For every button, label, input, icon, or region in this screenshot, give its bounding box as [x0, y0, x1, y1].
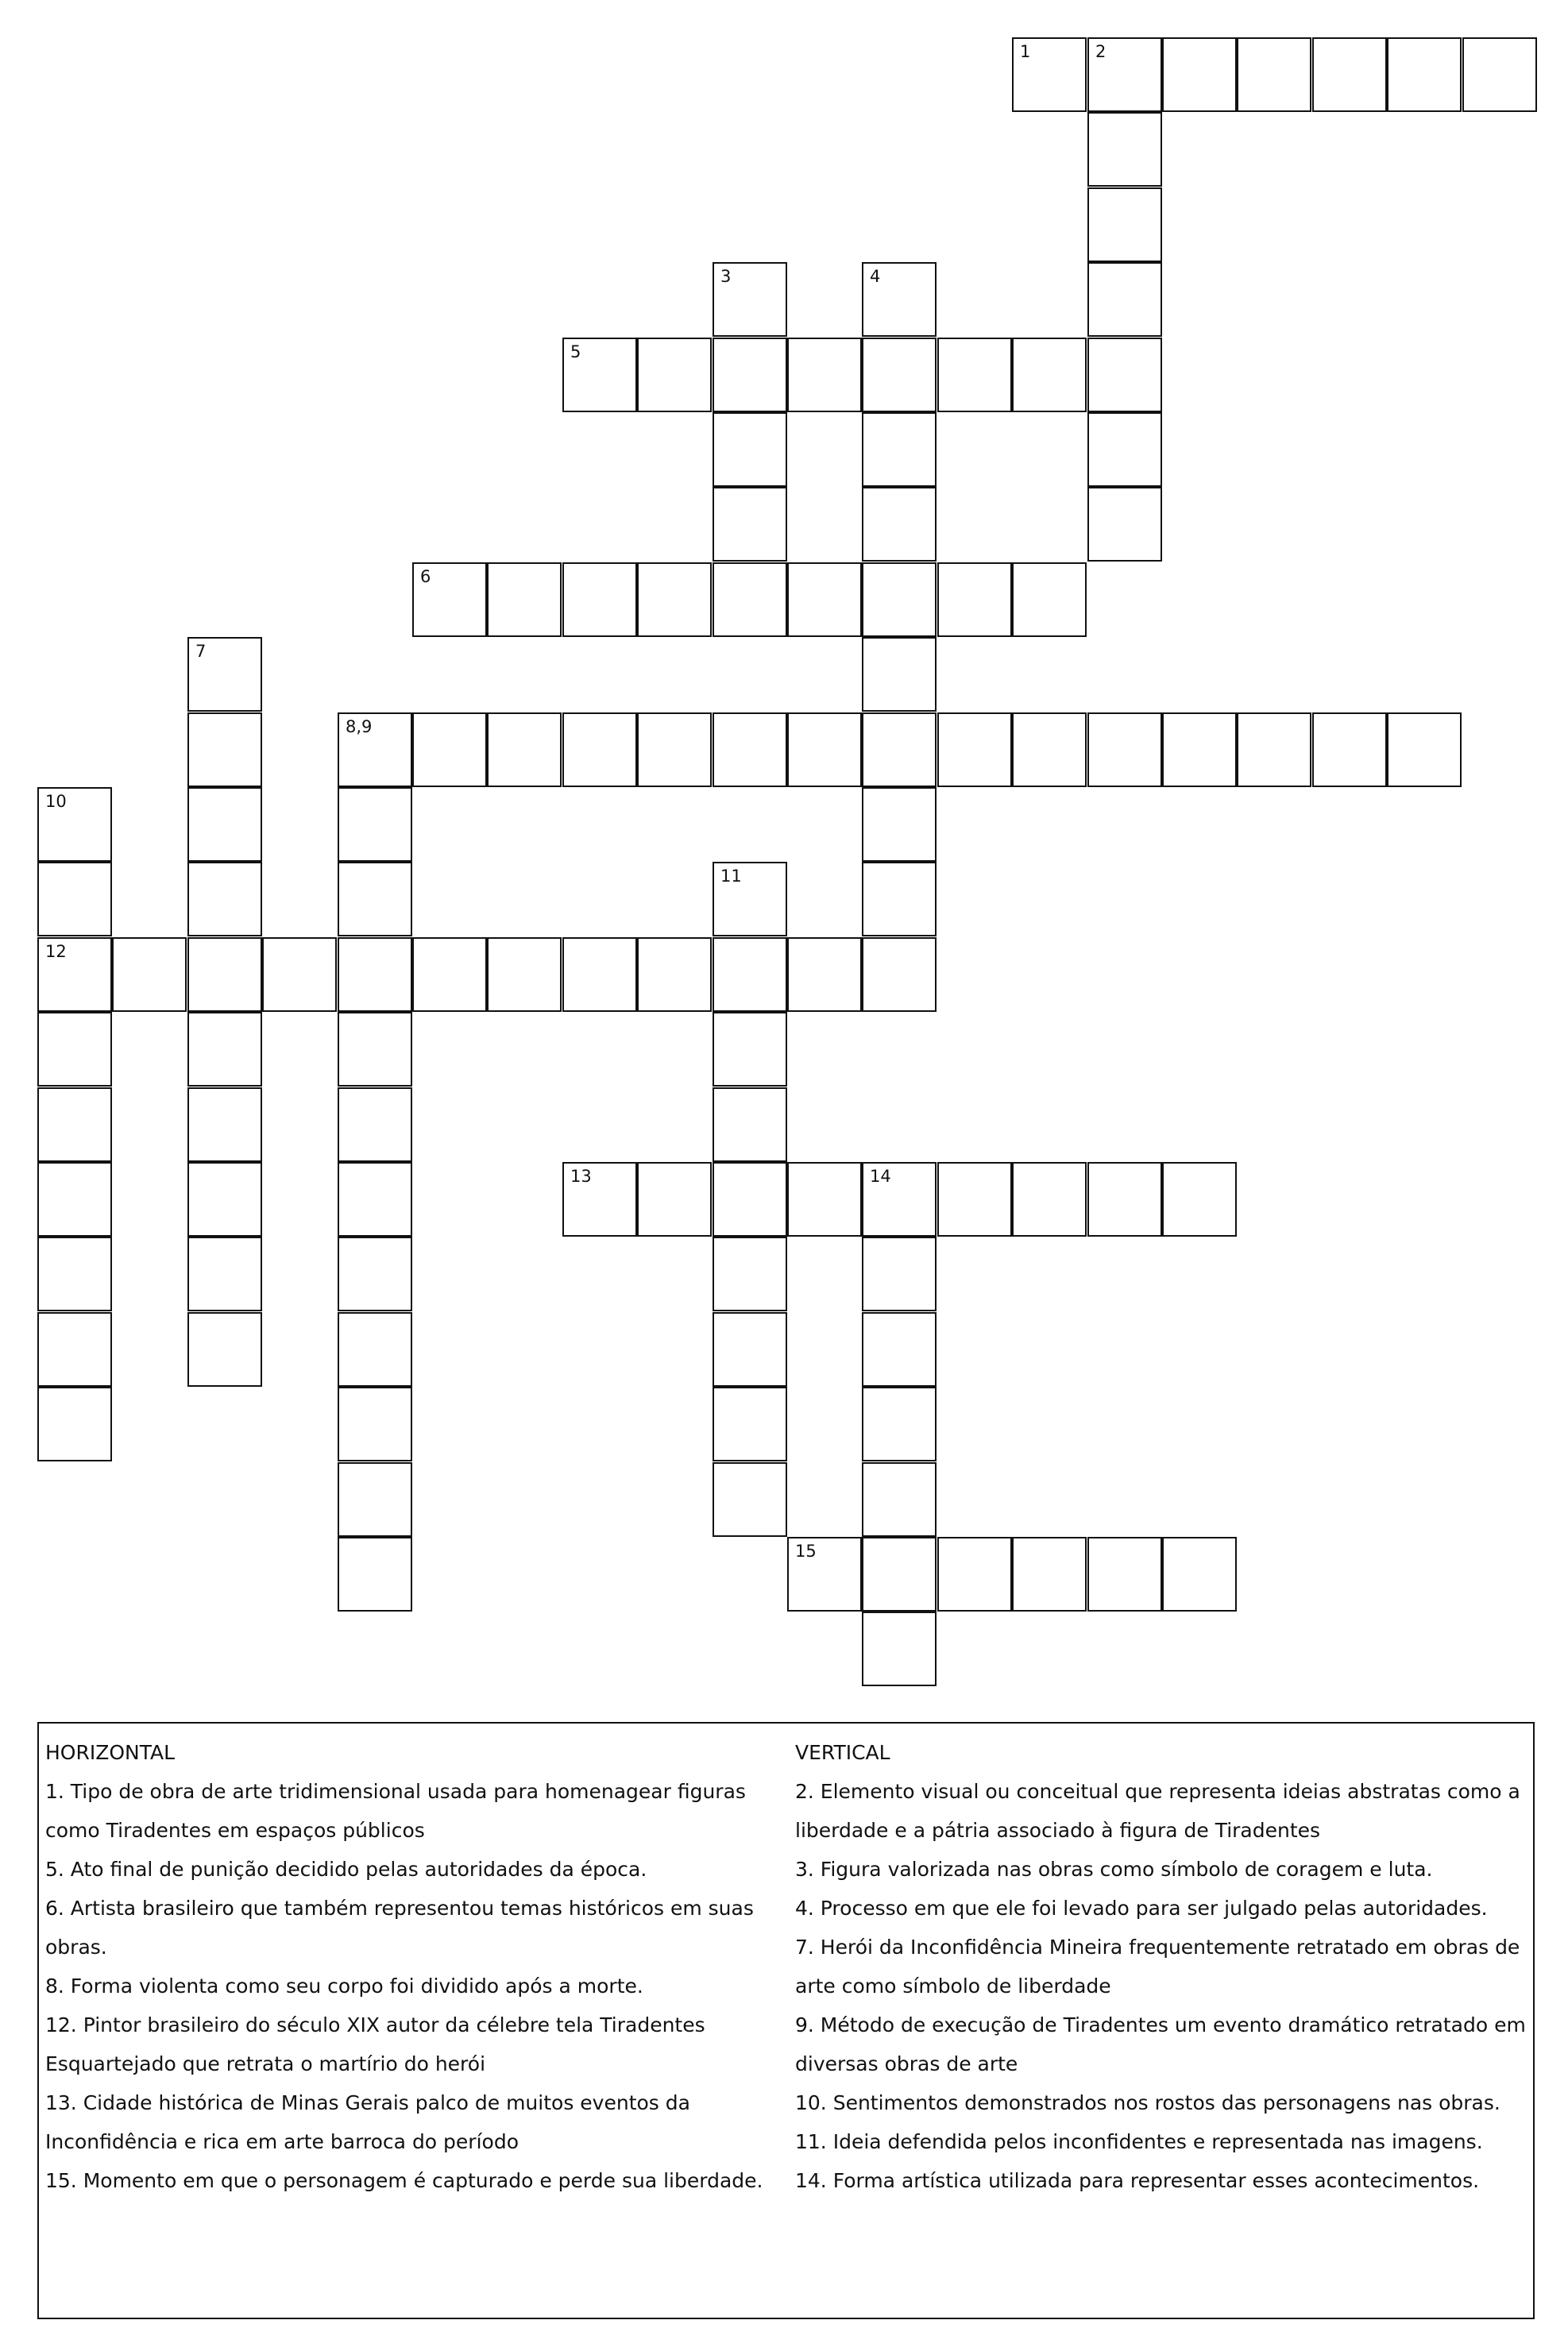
clue-number: 3: [720, 267, 732, 286]
grid-cell[interactable]: [862, 862, 937, 936]
clue-number: 11: [720, 867, 742, 886]
grid-cell[interactable]: [1087, 187, 1162, 262]
grid-cell[interactable]: [562, 1162, 637, 1237]
clue-number: 14: [870, 1167, 891, 1186]
grid-cell[interactable]: [862, 412, 937, 487]
grid-cell[interactable]: [1237, 712, 1311, 787]
grid-cell[interactable]: [937, 338, 1012, 412]
grid-cell[interactable]: [187, 712, 262, 787]
grid-cell[interactable]: [1087, 487, 1162, 562]
clue-h-13: 13. Cidade histórica de Minas Gerais palco de muitos eventos da Inconfidência e rica em arte barroca do período: [45, 2091, 690, 2153]
grid-cell[interactable]: [338, 1012, 412, 1087]
horizontal-heading: HORIZONTAL: [45, 1741, 176, 1764]
grid-cell[interactable]: [862, 637, 937, 712]
grid-cell[interactable]: [862, 1312, 937, 1387]
grid-cell[interactable]: [1162, 712, 1237, 787]
grid-cell[interactable]: [787, 338, 862, 412]
grid-cell[interactable]: [713, 937, 787, 1012]
grid-cell[interactable]: [862, 787, 937, 862]
grid-cell[interactable]: [338, 787, 412, 862]
grid-cell[interactable]: [262, 937, 337, 1012]
grid-cell[interactable]: [1162, 1537, 1237, 1612]
clue-h-8: 8. Forma violenta como seu corpo foi dividido após a morte.: [45, 1975, 643, 1998]
grid-cell[interactable]: [187, 1312, 262, 1387]
clue-number: 4: [870, 267, 881, 286]
grid-cell[interactable]: [487, 562, 562, 637]
grid-cell[interactable]: [713, 1387, 787, 1461]
grid-cell[interactable]: [1462, 37, 1537, 112]
grid-cell[interactable]: [862, 487, 937, 562]
grid-cell[interactable]: [713, 487, 787, 562]
grid-cell[interactable]: [787, 562, 862, 637]
grid-cell[interactable]: [37, 1387, 112, 1461]
grid-cell[interactable]: [637, 712, 712, 787]
grid-cell[interactable]: [713, 1162, 787, 1237]
grid-cell[interactable]: [562, 338, 637, 412]
grid-cell[interactable]: [1087, 37, 1162, 112]
grid-cell[interactable]: [637, 1162, 712, 1237]
grid-cell[interactable]: [862, 1612, 937, 1686]
grid-cell[interactable]: [713, 1087, 787, 1162]
grid-cell[interactable]: [713, 338, 787, 412]
clue-v-4: 4. Processo em que ele foi levado para ser julgado pelas autoridades.: [795, 1897, 1488, 1920]
clue-number: 5: [570, 342, 581, 361]
grid-cell[interactable]: [713, 712, 787, 787]
clue-v-9: 9. Método de execução de Tiradentes um evento dramático retratado em diversas obras de arte: [795, 2013, 1526, 2075]
clue-number: 8,9: [346, 717, 373, 736]
vertical-heading: VERTICAL: [795, 1741, 890, 1764]
grid-cell[interactable]: [862, 1237, 937, 1311]
grid-cell[interactable]: [562, 562, 637, 637]
clue-number: 2: [1095, 42, 1106, 61]
grid-cell[interactable]: [187, 862, 262, 936]
grid-cell[interactable]: [1012, 562, 1087, 637]
grid-cell[interactable]: [713, 262, 787, 337]
grid-cell[interactable]: [1087, 112, 1162, 187]
grid-cell[interactable]: [338, 1087, 412, 1162]
grid-cell[interactable]: [1312, 37, 1387, 112]
grid-cell[interactable]: [562, 712, 637, 787]
grid-cell[interactable]: [1312, 712, 1387, 787]
clue-number: 10: [45, 792, 67, 811]
horizontal-clues: [45, 1733, 784, 2200]
grid-cell[interactable]: [412, 712, 487, 787]
grid-cell[interactable]: [1087, 262, 1162, 337]
clue-number: 1: [1020, 42, 1031, 61]
grid-cell[interactable]: [713, 1462, 787, 1537]
grid-cell[interactable]: [338, 1462, 412, 1537]
clue-v-14: 14. Forma artística utilizada para representar esses acontecimentos.: [795, 2169, 1480, 2192]
grid-cell[interactable]: [1087, 1537, 1162, 1612]
grid-cell[interactable]: [1087, 712, 1162, 787]
grid-cell[interactable]: [637, 937, 712, 1012]
grid-cell[interactable]: [338, 1312, 412, 1387]
grid-cell[interactable]: [1162, 1162, 1237, 1237]
grid-cell[interactable]: [713, 562, 787, 637]
grid-cell[interactable]: [1087, 338, 1162, 412]
clue-number: 15: [795, 1542, 817, 1561]
grid-cell[interactable]: [787, 1537, 862, 1612]
grid-cell[interactable]: [1012, 338, 1087, 412]
grid-cell[interactable]: [112, 937, 187, 1012]
grid-cell[interactable]: [338, 862, 412, 936]
clue-h-1: 1. Tipo de obra de arte tridimensional usada para homenagear figuras como Tiradentes em espaços públicos: [45, 1780, 746, 1842]
grid-cell[interactable]: [937, 1537, 1012, 1612]
grid-cell[interactable]: [862, 712, 937, 787]
grid-cell[interactable]: [787, 1162, 862, 1237]
grid-cell[interactable]: [187, 1237, 262, 1311]
grid-cell[interactable]: [187, 1162, 262, 1237]
grid-cell[interactable]: [187, 1012, 262, 1087]
grid-cell[interactable]: [37, 862, 112, 936]
vertical-clues: [795, 1733, 1534, 2200]
grid-cell[interactable]: [862, 1537, 937, 1612]
clue-number: 6: [420, 567, 431, 586]
grid-cell[interactable]: [1012, 712, 1087, 787]
grid-cell[interactable]: [187, 937, 262, 1012]
grid-cell[interactable]: [787, 937, 862, 1012]
clues-box: [37, 1722, 1535, 2319]
clue-v-7: 7. Herói da Inconfidência Mineira frequentemente retratado em obras de arte como símbolo de liberdade: [795, 1936, 1520, 1998]
grid-cell[interactable]: [1012, 1537, 1087, 1612]
grid-cell[interactable]: [562, 937, 637, 1012]
clue-number: 12: [45, 942, 67, 961]
grid-cell[interactable]: [487, 712, 562, 787]
grid-cell[interactable]: [37, 1162, 112, 1237]
grid-cell[interactable]: [187, 787, 262, 862]
grid-cell[interactable]: [1387, 37, 1462, 112]
clue-h-5: 5. Ato final de punição decidido pelas autoridades da época.: [45, 1858, 647, 1881]
grid-cell[interactable]: [862, 1162, 937, 1237]
grid-cell[interactable]: [713, 1237, 787, 1311]
grid-cell[interactable]: [338, 1537, 412, 1612]
grid-cell[interactable]: [1387, 712, 1462, 787]
grid-cell[interactable]: [862, 562, 937, 637]
clue-v-3: 3. Figura valorizada nas obras como símbolo de coragem e luta.: [795, 1858, 1433, 1881]
grid-cell[interactable]: [862, 937, 937, 1012]
grid-cell[interactable]: [338, 937, 412, 1012]
grid-cell[interactable]: [487, 937, 562, 1012]
clue-number: 7: [195, 642, 207, 661]
grid-cell[interactable]: [862, 262, 937, 337]
grid-cell[interactable]: [637, 562, 712, 637]
clue-v-10: 10. Sentimentos demonstrados nos rostos das personagens nas obras.: [795, 2091, 1500, 2114]
grid-cell[interactable]: [37, 1087, 112, 1162]
grid-cell[interactable]: [412, 937, 487, 1012]
grid-cell[interactable]: [787, 712, 862, 787]
grid-cell[interactable]: [713, 862, 787, 936]
grid-cell[interactable]: [338, 1237, 412, 1311]
grid-cell[interactable]: [1012, 1162, 1087, 1237]
grid-cell[interactable]: [37, 1312, 112, 1387]
grid-cell[interactable]: [338, 1162, 412, 1237]
grid-cell[interactable]: [37, 937, 112, 1012]
grid-cell[interactable]: [1087, 1162, 1162, 1237]
grid-cell[interactable]: [338, 712, 412, 787]
grid-cell[interactable]: [937, 712, 1012, 787]
grid-cell[interactable]: [713, 1312, 787, 1387]
grid-cell[interactable]: [187, 637, 262, 712]
grid-cell[interactable]: [937, 1162, 1012, 1237]
grid-cell[interactable]: [862, 338, 937, 412]
grid-cell[interactable]: [37, 1237, 112, 1311]
grid-cell[interactable]: [937, 562, 1012, 637]
clue-number: 13: [570, 1167, 592, 1186]
grid-cell[interactable]: [713, 1012, 787, 1087]
grid-cell[interactable]: [1012, 37, 1087, 112]
grid-cell[interactable]: [37, 787, 112, 862]
clue-v-2: 2. Elemento visual ou conceitual que representa ideias abstratas como a liberdade e a pátria associado à figura de Tiradentes: [795, 1780, 1520, 1842]
clue-h-6: 6. Artista brasileiro que também representou temas históricos em suas obras.: [45, 1897, 754, 1959]
grid-cell[interactable]: [187, 1087, 262, 1162]
grid-cell[interactable]: [713, 412, 787, 487]
grid-cell[interactable]: [37, 1012, 112, 1087]
grid-cell[interactable]: [1162, 37, 1237, 112]
grid-cell[interactable]: [862, 1387, 937, 1461]
grid-cell[interactable]: [338, 1387, 412, 1461]
clue-h-12: 12. Pintor brasileiro do século XIX autor da célebre tela Tiradentes Esquartejado que retrata o martírio do herói: [45, 2013, 705, 2075]
clue-h-15: 15. Momento em que o personagem é capturado e perde sua liberdade.: [45, 2169, 763, 2192]
grid-cell[interactable]: [637, 338, 712, 412]
clue-v-11: 11. Ideia defendida pelos inconfidentes e representada nas imagens.: [795, 2130, 1483, 2153]
grid-cell[interactable]: [1237, 37, 1311, 112]
grid-cell[interactable]: [1087, 412, 1162, 487]
grid-cell[interactable]: [412, 562, 487, 637]
grid-cell[interactable]: [862, 1462, 937, 1537]
